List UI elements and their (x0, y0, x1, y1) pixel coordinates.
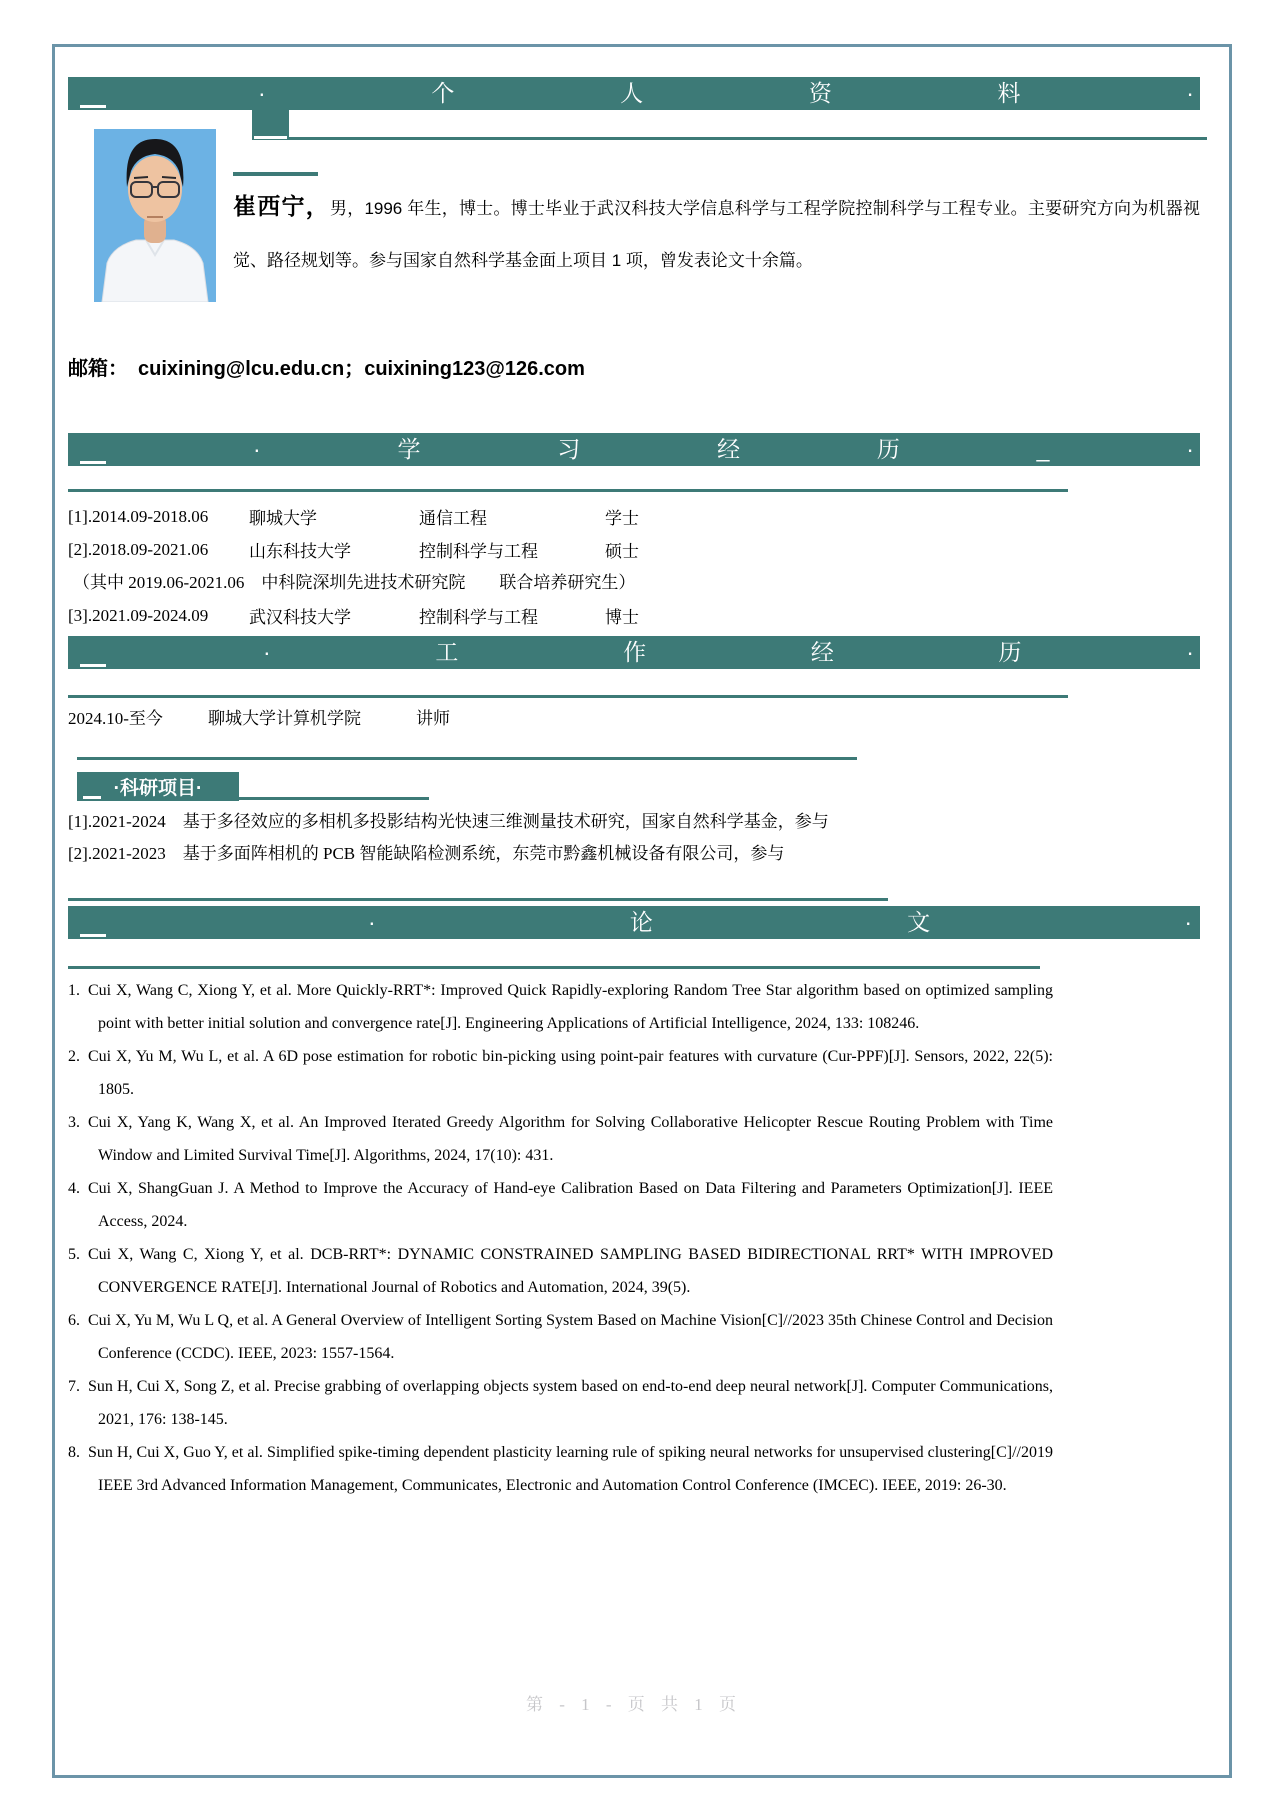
publication-number: 7. (68, 1378, 80, 1395)
banner-char: 料 (997, 80, 1021, 106)
intro-text: 男，1996 年生，博士。博士毕业于武汉科技大学信息科学与工程学院控制科学与工程专业。主要研究方向为机器视觉、路径规划等。参与国家自然科学基金面上项目 1 项，曾发表论文十余篇。 (233, 199, 1201, 270)
publication-number: 4. (68, 1180, 80, 1197)
publication-item (68, 1238, 1053, 1304)
edu-period: [1].2014.09-2018.06 (68, 506, 209, 526)
banner-char: 工 (435, 639, 459, 665)
banner-char: 经 (810, 639, 834, 665)
banner-char: 历 (998, 639, 1022, 665)
banner-char: 作 (623, 639, 647, 665)
education-row (68, 500, 1078, 533)
edu-school: 山东科技大学 (249, 542, 351, 561)
publication-text: Cui X, Yu M, Wu L Q, et al. A General Overview of Intelligent Sorting System Based on Machine Vision[C]//2023 35th Chinese Control and Decision Conference (CCDC). IEEE, 2023: 1557-1564. (88, 1312, 1053, 1362)
profile-photo (94, 129, 216, 302)
email-row (68, 352, 585, 381)
divider-line (68, 489, 1068, 492)
edu-period: [2].2018.09-2021.06 (68, 539, 209, 559)
section-banner-work (68, 636, 1200, 669)
intro-paragraph (233, 180, 1200, 287)
underscore-mark (83, 796, 101, 799)
work-period: 2024.10-至今 (68, 709, 163, 728)
research-projects-badge (77, 772, 239, 801)
banner-char: 文 (907, 909, 931, 935)
publication-text: Cui X, Yu M, Wu L, et al. A 6D pose estimation for robotic bin-picking using point-pair features with curvature (Cur-PPF)[J]. Sensors, 2022, 22(5): 1805. (88, 1048, 1053, 1098)
banner-dot: · (253, 436, 261, 462)
banner-dot: · (263, 639, 271, 665)
banner-dot: · (1186, 80, 1194, 106)
underscore-mark (80, 105, 106, 108)
divider-line (68, 898, 888, 901)
publication-text: Cui X, Yang K, Wang X, et al. An Improved Iterated Greedy Algorithm for Solving Collaborative Helicopter Rescue Routing Problem with Time Window and Limited Survival Time[J]. Algorithms, 2024, 17(10): 431. (88, 1114, 1053, 1164)
banner-char: 资 (808, 80, 832, 106)
banner-dot: · (1186, 436, 1194, 462)
email-value: cuixining@lcu.edu.cn；cuixining123@126.com (138, 358, 585, 380)
publication-number: 2. (68, 1048, 80, 1065)
page-number-footer: 第 - 1 - 页 共 1 页 (525, 1695, 743, 1714)
email-label: 邮箱： (68, 358, 128, 380)
banner-char: 个 (431, 80, 455, 106)
section-banner-profile (68, 77, 1200, 110)
banner-char: 人 (620, 80, 644, 106)
edu-degree: 硕士 (605, 542, 639, 561)
banner-dot: · (258, 80, 266, 106)
banner-char: 论 (629, 909, 653, 935)
divider-line (289, 137, 1207, 140)
edu-major: 控制科学与工程 (419, 608, 538, 627)
divider-line (233, 172, 318, 176)
work-org: 聊城大学计算机学院 (208, 709, 361, 728)
edu-degree: 博士 (605, 608, 639, 627)
divider-line (68, 695, 1068, 698)
banner-char: 经 (717, 436, 741, 462)
publication-list (68, 974, 1053, 1502)
education-note: （其中 2019.06-2021.06 中科院深圳先进技术研究院 联合培养研究生） (73, 573, 636, 592)
publication-text: Cui X, ShangGuan J. A Method to Improve the Accuracy of Hand-eye Calibration Based on Data Filtering and Parameters Optimization[J]. IEEE Access, 2024. (88, 1180, 1053, 1230)
education-row (68, 599, 1078, 632)
banner-dot: · (1186, 639, 1194, 665)
project-item: [2].2021-2023 基于多面阵相机的 PCB 智能缺陷检测系统，东莞市黔鑫机械设备有限公司，参与 (68, 844, 785, 863)
banner-dot: · (1184, 909, 1192, 935)
person-name: 崔西宁， (233, 193, 330, 219)
publication-text: Sun H, Cui X, Song Z, et al. Precise grabbing of overlapping objects system based on end-to-end deep neural network[J]. Computer Communications, 2021, 176: 138-145. (88, 1378, 1053, 1428)
publication-item (68, 1370, 1053, 1436)
publication-text: Sun H, Cui X, Guo Y, et al. Simplified spike-timing dependent plasticity learning rule of spiking neural networks for unsupervised clustering[C]//2019 IEEE 3rd Advanced Information Management, Communicates, Electronic and Automation Control Conference (IMCEC). IEEE, 2019: 26-30. (88, 1444, 1053, 1494)
banner-char: 习 (557, 436, 581, 462)
work-row (68, 700, 968, 733)
publication-item (68, 1172, 1053, 1238)
edu-major: 通信工程 (419, 509, 487, 528)
publication-item (68, 974, 1053, 1040)
underscore-mark (80, 461, 106, 464)
edu-school: 武汉科技大学 (249, 608, 351, 627)
edu-degree: 学士 (605, 509, 639, 528)
edu-period: [3].2021.09-2024.09 (68, 605, 209, 625)
section-banner-papers (68, 906, 1200, 939)
publication-number: 3. (68, 1114, 80, 1131)
section-banner-education (68, 433, 1200, 466)
publication-number: 1. (68, 982, 80, 999)
publication-item (68, 1106, 1053, 1172)
project-list (68, 806, 1068, 870)
education-row (68, 533, 1078, 566)
publication-item (68, 1436, 1053, 1502)
edu-major: 控制科学与工程 (419, 542, 538, 561)
publication-number: 5. (68, 1246, 80, 1263)
banner-char: 历 (876, 436, 900, 462)
badge-label: ·科研项目· (113, 778, 203, 799)
publication-item (68, 1304, 1053, 1370)
publication-number: 8. (68, 1444, 80, 1461)
work-title: 讲师 (416, 709, 450, 728)
publication-text: Cui X, Wang C, Xiong Y, et al. More Quickly-RRT*: Improved Quick Rapidly-exploring Random Tree Star algorithm based on optimized sampling point with better initial solution and convergence rate[J]. Engineering Applications of Artificial Intelligence, 2024, 133: 108246. (88, 982, 1053, 1032)
divider-line (68, 966, 1040, 969)
divider-line (239, 797, 429, 800)
education-list (68, 500, 1078, 632)
banner-char: 学 (397, 436, 421, 462)
underscore-mark (80, 934, 106, 937)
publication-item (68, 1040, 1053, 1106)
project-item: [1].2021-2024 基于多径效应的多相机多投影结构光快速三维测量技术研究，国家自然科学基金，参与 (68, 812, 829, 831)
underscore-mark: _ (1036, 436, 1050, 462)
underscore-mark (254, 136, 287, 139)
publication-text: Cui X, Wang C, Xiong Y, et al. DCB-RRT*: DYNAMIC CONSTRAINED SAMPLING BASED BIDIRECTIONAL RRT* WITH IMPROVED CONVERGENCE RATE[J]. International Journal of Robotics and Automation, 2024, 39(5). (88, 1246, 1053, 1296)
banner-dot: · (368, 909, 376, 935)
edu-school: 聊城大学 (249, 509, 317, 528)
divider-line (77, 757, 857, 760)
publication-number: 6. (68, 1312, 80, 1329)
underscore-mark (80, 664, 106, 667)
